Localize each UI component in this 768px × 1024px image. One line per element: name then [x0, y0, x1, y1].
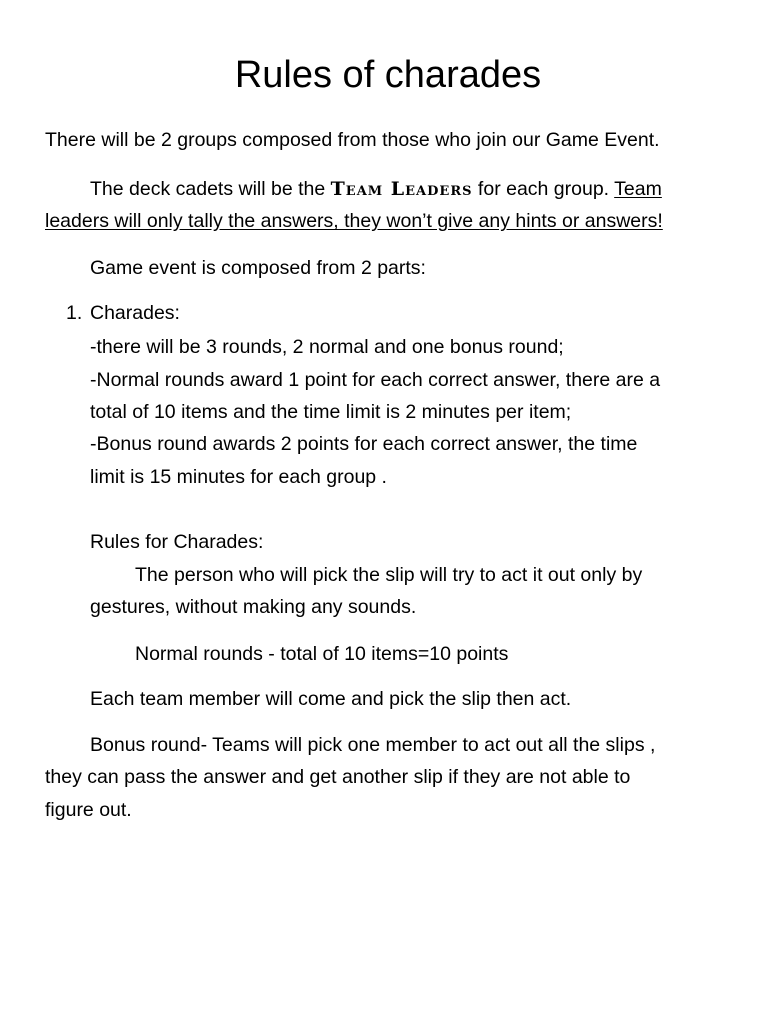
team-leaders-text-pre: The deck cadets will be the: [90, 178, 331, 200]
list-heading: Charades:: [90, 302, 180, 324]
page-title: Rules of charades: [234, 54, 542, 96]
rules-paragraph-line: gestures, without making any sounds.: [90, 596, 417, 618]
team-leaders-text-post: for each group.: [472, 178, 615, 200]
bonus-paragraph-line: they can pass the answer and get another slip if they are not able to: [45, 766, 631, 788]
list-number: 1.: [66, 302, 83, 324]
list-line: -Bonus round awards 2 points for each correct answer, the time: [90, 433, 638, 455]
list-line: limit is 15 minutes for each group .: [90, 466, 387, 488]
list-line: -Normal rounds award 1 point for each correct answer, there are a: [90, 369, 661, 391]
team-leaders-emphasis: Team Leaders: [330, 178, 473, 200]
team-leaders-line-1: [90, 176, 662, 202]
rules-heading: Rules for Charades:: [90, 531, 264, 553]
list-line: total of 10 items and the time limit is 2 minutes per item;: [90, 401, 572, 423]
parts-intro: Game event is composed from 2 parts:: [90, 257, 426, 279]
intro-paragraph: There will be 2 groups composed from those who join our Game Event.: [45, 129, 660, 151]
normal-rounds-line: Normal rounds - total of 10 items=10 points: [135, 643, 509, 665]
list-line: -there will be 3 rounds, 2 normal and one bonus round;: [90, 336, 564, 358]
team-leaders-underlined-start: Team: [614, 178, 662, 200]
bonus-paragraph-line: Bonus round- Teams will pick one member to act out all the slips ,: [90, 734, 656, 756]
team-leaders-line-2: leaders will only tally the answers, they won’t give any hints or answers!: [45, 210, 663, 232]
each-member-line: Each team member will come and pick the slip then act.: [90, 688, 572, 710]
rules-paragraph-line: The person who will pick the slip will try to act it out only by: [135, 564, 643, 586]
bonus-paragraph-line: figure out.: [45, 799, 132, 821]
